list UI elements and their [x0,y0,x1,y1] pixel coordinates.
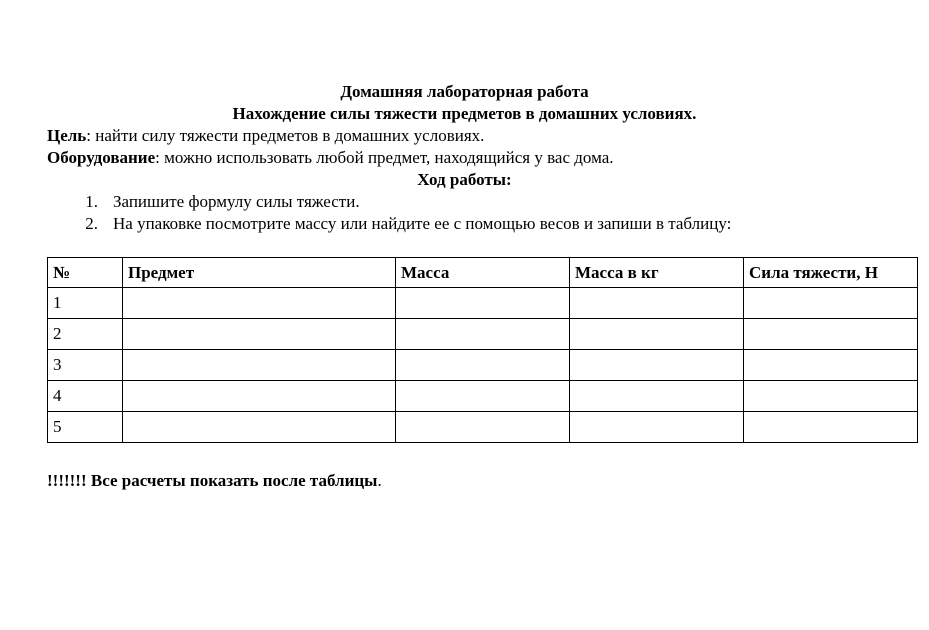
goal-label: Цель [47,126,87,145]
cell-mass [396,350,570,381]
row-number: 3 [48,350,123,381]
header-mass: Масса [396,258,570,288]
footer-note-tail: . [377,471,382,490]
header-number: № [48,258,123,288]
equipment-label: Оборудование [47,148,156,167]
goal-line [47,125,484,147]
footer-note-bold: !!!!!!! Все расчеты показать после таблицы [47,471,378,490]
cell-item [123,288,396,319]
step-text: Запишите формулу силы тяжести. [113,192,360,211]
cell-item [123,319,396,350]
table-row [48,412,918,443]
step-text: На упаковке посмотрите массу или найдите ее с помощью весов и запиши в таблицу: [113,214,732,233]
cell-mass [396,381,570,412]
cell-mass [396,319,570,350]
footer-note [47,470,382,492]
header-item: Предмет [123,258,396,288]
cell-mass-kg [570,288,744,319]
cell-mass-kg [570,350,744,381]
cell-mass [396,412,570,443]
row-number: 2 [48,319,123,350]
cell-item [123,381,396,412]
cell-gravity-force [744,288,918,319]
cell-gravity-force [744,350,918,381]
document-title: Домашняя лабораторная работа [340,82,589,101]
table-row [48,288,918,319]
cell-gravity-force [744,319,918,350]
cell-gravity-force [744,381,918,412]
cell-mass-kg [570,319,744,350]
header-gravity-force: Сила тяжести, Н [744,258,918,288]
equipment-text: : можно использовать любой предмет, находящийся у вас дома. [155,148,614,167]
step-number: 1. [85,192,98,211]
step-number: 2. [85,214,98,233]
cell-item [123,412,396,443]
table-row [48,350,918,381]
table-row [48,381,918,412]
cell-mass-kg [570,381,744,412]
equipment-line [47,147,614,169]
measurement-table [47,257,918,443]
document-subtitle: Нахождение силы тяжести предметов в домашних условиях. [232,104,697,123]
row-number: 5 [48,412,123,443]
procedure-heading: Ход работы: [417,170,512,189]
cell-gravity-force [744,412,918,443]
procedure-step [80,191,880,213]
procedure-step [80,213,880,235]
cell-mass [396,288,570,319]
header-mass-kg: Масса в кг [570,258,744,288]
row-number: 1 [48,288,123,319]
cell-mass-kg [570,412,744,443]
table-row [48,319,918,350]
cell-item [123,350,396,381]
goal-text: : найти силу тяжести предметов в домашних условиях. [86,126,485,145]
table-header-row [48,258,918,288]
row-number: 4 [48,381,123,412]
